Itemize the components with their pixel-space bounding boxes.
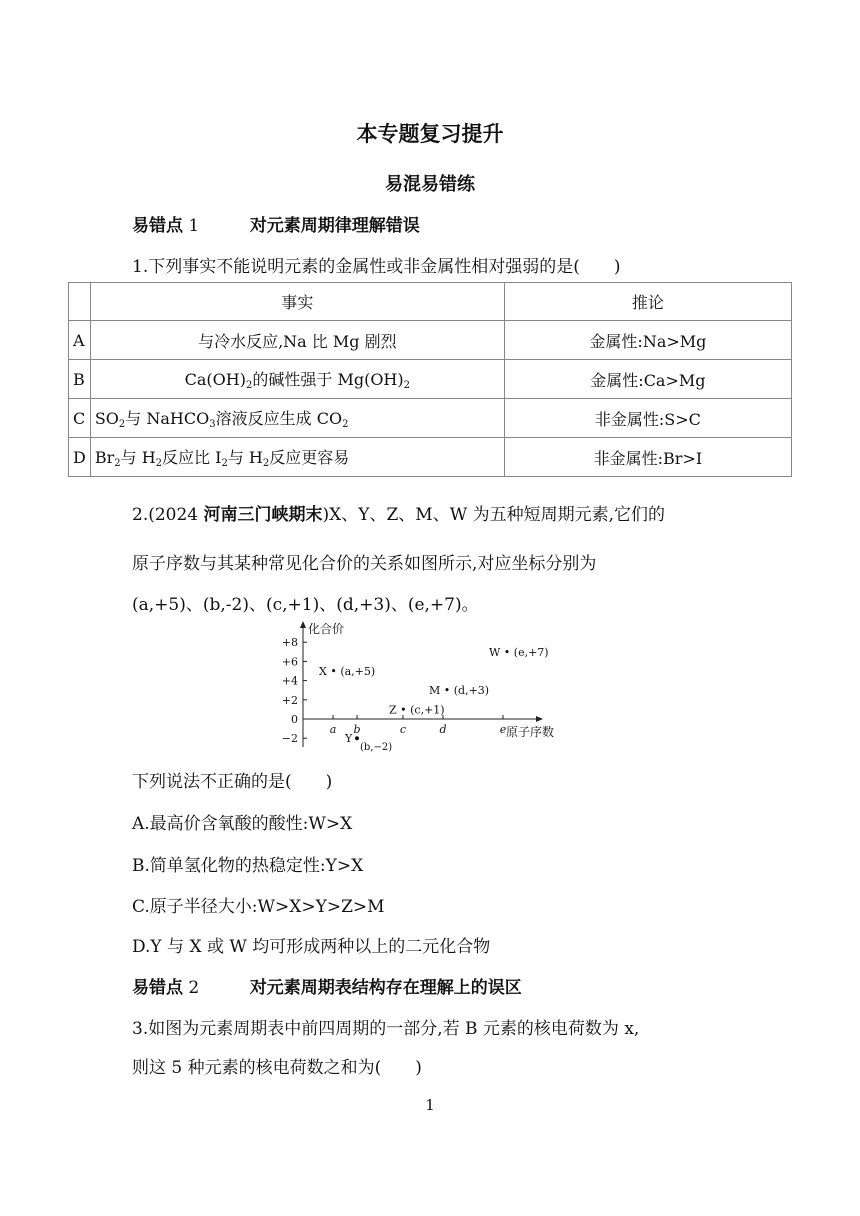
error-point-text: 对元素周期律理解错误 (249, 216, 420, 236)
error-point-text: 对元素周期表结构存在理解上的误区 (249, 978, 522, 998)
header-fact: 事实 (90, 283, 504, 321)
question-3-line-2: 则这 5 种元素的核电荷数之和为( ) (132, 1058, 422, 1078)
row-inference: 金属性:Na>Mg (504, 321, 791, 360)
y-tick-label: +2 (281, 693, 298, 707)
row-letter: A (69, 321, 91, 360)
point-label-Z: Z • (c,+1) (389, 703, 445, 717)
y-tick-label: +8 (281, 636, 298, 650)
y-tick-label: −2 (281, 732, 298, 746)
row-letter: B (69, 360, 91, 399)
row-inference: 金属性:Ca>Mg (504, 360, 791, 399)
table-row (69, 399, 792, 438)
row-fact: $Br_2$与 $H_2$反应比 $I_2$与 $H_2$反应更容易 (90, 438, 504, 477)
page-title: 本专题复习提升 (356, 122, 504, 146)
row-letter: D (69, 438, 91, 477)
y-tick-label: +4 (281, 674, 298, 688)
row-fact: $Ca(OH)_2$的碱性强于 $Mg(OH)_2$ (90, 360, 504, 399)
option-a: A.最高价含氧酸的酸性:W>X (132, 814, 353, 834)
point-coord-Y: (b,−2) (360, 742, 393, 754)
point-label-W: W • (e,+7) (489, 645, 549, 659)
y-axis-arrow (300, 621, 306, 628)
row-inference: 非金属性:S>C (504, 399, 791, 438)
question-2-ask: 下列说法不正确的是( ) (132, 772, 333, 792)
point-label-Y: Y (345, 732, 353, 746)
valence-chart (270, 618, 590, 758)
table-row (69, 321, 792, 360)
row-fact: 与冷水反应,Na 比 Mg 剧烈 (90, 321, 504, 360)
header-inference: 推论 (504, 283, 791, 321)
row-fact: $SO_2$与 NaHCO$_3$溶液反应生成 $CO_2$ (90, 399, 504, 438)
option-d: D.Y 与 X 或 W 均可形成两种以上的二元化合物 (132, 937, 491, 957)
y-axis-title: 化合价 (308, 622, 345, 636)
x-tick-label: d (439, 723, 447, 736)
row-letter: C (69, 399, 91, 438)
table-row (69, 438, 792, 477)
table-header-row (69, 283, 792, 321)
option-c: C.原子半径大小:W>X>Y>Z>M (132, 897, 385, 917)
option-b: B.简单氢化物的热稳定性:Y>X (132, 856, 364, 876)
x-tick-label: b (353, 723, 361, 736)
point-label-M: M • (d,+3) (429, 684, 490, 698)
y-tick-label: +6 (281, 655, 298, 669)
error-point-number: 1 (188, 216, 200, 236)
x-tick-label: c (399, 723, 407, 736)
question-2-line-3: (a,+5)、(b,-2)、(c,+1)、(d,+3)、(e,+7)。 (132, 595, 479, 615)
error-point-label: 易错点 (132, 978, 183, 998)
error-point-label: 易错点 (132, 216, 183, 236)
question-3-line-1: 3.如图为元素周期表中前四周期的一部分,若 B 元素的核电荷数为 x, (132, 1019, 640, 1039)
y-tick-label: 0 (291, 713, 298, 726)
facts-table (68, 282, 792, 477)
x-tick-label: a (329, 723, 337, 736)
data-point-Y (355, 736, 359, 740)
table-row (69, 360, 792, 399)
section-subtitle: 易混易错练 (385, 174, 475, 195)
x-tick-label: e (499, 723, 507, 736)
row-inference: 非金属性:Br>I (504, 438, 791, 477)
x-axis-title: 原子序数 (506, 725, 555, 739)
question-2-line-2: 原子序数与其某种常见化合价的关系如图所示,对应坐标分别为 (132, 554, 597, 574)
error-point-number: 2 (188, 978, 200, 998)
table-cell (69, 283, 91, 321)
page-number: 1 (425, 1096, 435, 1114)
question-2-line-1: 2.(2024 河南三门峡期末)X、Y、Z、M、W 为五种短周期元素,它们的 (132, 505, 665, 525)
point-label-X: X • (a,+5) (319, 665, 376, 678)
error-point-2 (132, 973, 522, 998)
question-1-stem: 1.下列事实不能说明元素的金属性或非金属性相对强弱的是( ) (132, 257, 621, 277)
error-point-1 (132, 211, 420, 236)
x-axis-arrow (536, 716, 543, 722)
question-source: 河南三门峡期末 (203, 505, 323, 525)
